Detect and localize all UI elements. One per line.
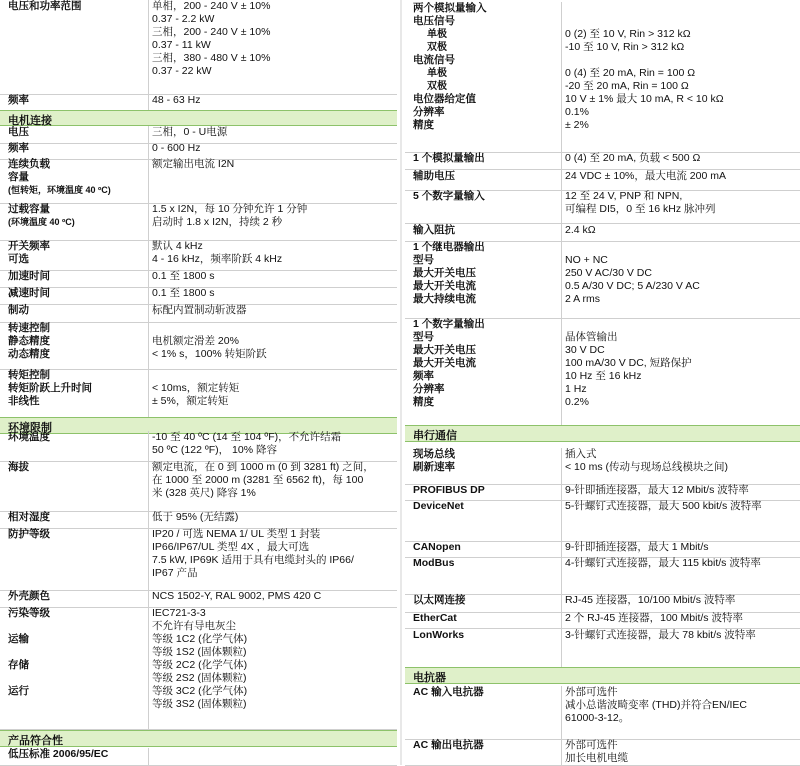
spec-label-line: (恒转矩，环境温度 40 ºC) — [8, 185, 111, 195]
spec-value-line: 额定电流，在 0 到 1000 m (0 到 3281 ft) 之间， — [152, 461, 374, 473]
spec-value-line: 48 - 63 Hz — [152, 94, 201, 106]
spec-value-line — [565, 15, 796, 28]
spec-value-line: 不允许有导电灰尘 — [152, 620, 236, 632]
spec-value-line: < 10ms，额定转矩 — [152, 382, 240, 394]
spec-value-line: 5-针螺钉式连接器，最大 500 kbit/s 波特率 — [565, 500, 762, 512]
spec-row — [405, 557, 800, 595]
spec-label-line: 海拔 — [8, 461, 29, 473]
spec-row — [0, 528, 397, 591]
spec-label — [8, 270, 148, 283]
spec-value-line: 减小总谐波畸变率 (THD)并符合EN/IEC — [565, 699, 747, 711]
spec-label-line: 双极 — [427, 81, 447, 92]
spec-label — [8, 304, 148, 317]
spec-value-line: 2 A rms — [565, 293, 601, 305]
spec-label-line: 最大开关电压 — [413, 267, 476, 279]
spec-value — [565, 318, 796, 409]
spec-label-line: 转速控制 — [8, 322, 50, 334]
spec-value — [565, 686, 796, 725]
spec-value-line: 24 VDC ± 10%，最大电流 200 mA — [565, 170, 726, 182]
spec-row — [405, 612, 800, 629]
spec-value-line: 2 个 RJ-45 连接器，100 Mbit/s 波特率 — [565, 612, 743, 624]
spec-label-line: 容量 — [8, 171, 29, 183]
row-divider — [148, 142, 149, 159]
spec-value-line: 加长电机电缆 — [565, 752, 628, 764]
spec-value-line: IP20 / 可选 NEMA 1/ UL 类型 1 封装 — [152, 528, 321, 540]
spec-value-line: 0.5 A/30 V DC; 5 A/230 V AC — [565, 280, 700, 292]
spec-value-line: RJ-45 连接器，10/100 Mbit/s 波特率 — [565, 594, 736, 606]
spec-label — [8, 322, 148, 361]
spec-value-line: 外部可选件 — [565, 739, 618, 751]
spec-label-line: ModBus — [413, 557, 455, 569]
spec-row — [405, 594, 800, 613]
section-header — [405, 667, 800, 684]
spec-label-line: (环境温度 40 ºC) — [8, 217, 75, 227]
spec-label — [8, 607, 148, 698]
spec-value-line: 三相，0 - U电源 — [152, 126, 228, 138]
spec-value-line: 等级 1C2 (化学气体) — [152, 633, 248, 645]
spec-value — [565, 739, 796, 765]
spec-row — [405, 241, 800, 319]
spec-value — [565, 629, 796, 642]
spec-label-line: LonWorks — [413, 629, 465, 641]
spec-row — [405, 152, 800, 170]
spec-value-line: 0 (2) 至 10 V, Rin > 312 kΩ — [565, 28, 691, 40]
spec-value-line: IEC721-3-3 — [152, 607, 206, 619]
spec-label-line: 1 个数字量输出 — [413, 318, 485, 330]
spec-value — [152, 287, 393, 300]
spec-label-line: 减速时间 — [8, 287, 50, 299]
spec-row — [0, 431, 397, 462]
spec-label-line: 电压 — [8, 126, 29, 138]
spec-row — [0, 607, 397, 730]
spec-value — [565, 190, 796, 216]
spec-value-line: 10 Hz 至 16 kHz — [565, 370, 642, 382]
spec-value-line: 0 (4) 至 20 mA, 负载 < 500 Ω — [565, 152, 701, 164]
spec-row — [0, 461, 397, 512]
spec-value-line: 标配内置制动斩波器 — [152, 304, 247, 316]
spec-label-line: 连续负载 — [8, 158, 50, 170]
spec-label-line: 相对湿度 — [8, 511, 50, 523]
spec-value-line: 米 (328 英尺) 降容 1% — [152, 487, 256, 499]
spec-value-line — [152, 369, 393, 382]
spec-label-line: 过载容量 — [8, 203, 50, 215]
spec-row — [0, 590, 397, 608]
spec-label-line: 电压信号 — [413, 15, 455, 27]
spec-value-line: 0.1% — [565, 106, 589, 118]
spec-value-line: 启动时 1.8 x I2N，持续 2 秒 — [152, 216, 283, 228]
spec-value-line: -10 至 40 ºC (14 至 104 ºF)，不允许结霜 — [152, 431, 342, 443]
spec-value — [565, 241, 796, 306]
spec-label — [8, 0, 148, 13]
spec-value-line: 插入式 — [565, 448, 597, 460]
row-divider — [148, 607, 149, 729]
spec-row — [405, 686, 800, 740]
spec-label — [413, 686, 563, 699]
spec-value — [565, 612, 796, 625]
spec-label-line: 静态精度 — [8, 335, 50, 347]
spec-value-line: 30 V DC — [565, 344, 605, 356]
spec-label-line: 加速时间 — [8, 270, 50, 282]
spec-label-line: 频率 — [8, 142, 29, 154]
spec-value-line: 等级 3S2 (固体颗粒) — [152, 698, 247, 710]
spec-value — [152, 511, 393, 524]
spec-label — [8, 369, 148, 408]
spec-row — [0, 0, 397, 95]
spec-label-line: 运输 — [8, 633, 29, 645]
spec-value-line: 电机额定滑差 20% — [152, 335, 239, 347]
row-divider — [148, 158, 149, 203]
row-divider — [148, 322, 149, 369]
spec-value-line: 可编程 DI5，0 至 16 kHz 脉冲列 — [565, 203, 716, 215]
spec-label — [8, 158, 148, 197]
row-divider — [148, 461, 149, 511]
spec-label-line: 以太网连接 — [413, 594, 466, 606]
spec-value-line: 等级 2S2 (固体颗粒) — [152, 672, 247, 684]
spec-label-line: 两个模拟量输入 — [413, 2, 487, 14]
spec-value-line: 10 V ± 1% 最大 10 mA, R < 10 kΩ — [565, 93, 724, 105]
spec-label-line: 最大开关电压 — [413, 344, 476, 356]
spec-label — [8, 590, 148, 603]
row-divider — [148, 126, 149, 143]
spec-value-line: 3-针螺钉式连接器，最大 78 kbit/s 波特率 — [565, 629, 756, 641]
spec-label-line: 最大开关电流 — [413, 357, 476, 369]
spec-label-line: 刷新速率 — [413, 461, 455, 473]
spec-row — [405, 224, 800, 242]
spec-label — [413, 190, 563, 203]
spec-value-line: IP66/IP67/UL 类型 4X ，最大可选 — [152, 541, 310, 553]
spec-label — [413, 318, 563, 409]
spec-value-line: 250 V AC/30 V DC — [565, 267, 652, 279]
spec-row — [405, 484, 800, 501]
spec-label-line: 存储 — [8, 659, 29, 671]
spec-value-line: 等级 2C2 (化学气体) — [152, 659, 248, 671]
spec-label — [413, 241, 563, 306]
section-header — [0, 110, 397, 126]
spec-label — [8, 287, 148, 300]
spec-value-line: 9-针即插连接器，最大 1 Mbit/s — [565, 541, 709, 553]
row-divider — [148, 748, 149, 765]
spec-label-line: 污染等级 — [8, 607, 50, 619]
spec-value-line: 三相，200 - 240 V ± 10% — [152, 26, 271, 38]
spec-label-line: PROFIBUS DP — [413, 484, 485, 496]
section-title: 环境限制 — [8, 422, 52, 434]
spec-label — [413, 2, 563, 132]
row-divider — [148, 94, 149, 111]
spec-label — [413, 224, 563, 237]
spec-value-line: < 10 ms (传动与现场总线模块之间) — [565, 461, 729, 473]
spec-value — [152, 431, 393, 457]
spec-label-line: 1 个继电器输出 — [413, 241, 485, 253]
spec-value — [565, 2, 796, 132]
spec-label-line: 转矩阶跃上升时间 — [8, 382, 92, 394]
spec-label-line — [8, 672, 148, 685]
spec-value-line — [565, 2, 796, 15]
spec-label — [8, 748, 148, 761]
spec-label-line: 可选 — [8, 253, 29, 265]
spec-label — [413, 152, 563, 165]
row-divider — [148, 431, 149, 461]
spec-label — [413, 739, 563, 752]
spec-value — [565, 594, 796, 607]
row-divider — [148, 304, 149, 322]
spec-value-line: 等级 1S2 (固体颗粒) — [152, 646, 247, 658]
spec-value — [565, 541, 796, 554]
spec-value-line — [565, 54, 796, 67]
spec-value-line: -10 至 10 V, Rin > 312 kΩ — [565, 41, 685, 53]
spec-value — [565, 448, 796, 474]
spec-label-line: 单极 — [427, 68, 447, 79]
spec-label-line: 动态精度 — [8, 348, 50, 360]
spec-value — [152, 322, 393, 361]
row-divider — [148, 287, 149, 304]
spec-label-line — [8, 620, 148, 633]
spec-label-line: AC 输入电抗器 — [413, 686, 484, 698]
spec-value-line: 外部可选件 — [565, 686, 618, 698]
spec-value-line: 默认 4 kHz — [152, 240, 203, 252]
spec-value-line: IP67 产品 — [152, 567, 198, 579]
spec-label-line: 电压和功率范围 — [8, 0, 82, 12]
spec-label-line: 环境温度 — [8, 431, 50, 443]
spec-label-line: DeviceNet — [413, 500, 464, 512]
spec-value-line: 100 mA/30 V DC, 短路保护 — [565, 357, 692, 369]
spec-label-line: 外壳颜色 — [8, 590, 50, 602]
spec-value — [152, 607, 393, 711]
spec-value — [152, 158, 393, 171]
column-divider — [400, 0, 402, 765]
spec-label-line: 型号 — [413, 331, 434, 343]
spec-label — [413, 500, 563, 513]
row-divider — [148, 369, 149, 417]
row-divider — [148, 270, 149, 287]
spec-label — [8, 511, 148, 524]
spec-row — [405, 629, 800, 668]
spec-value-line: 0.37 - 2.2 kW — [152, 13, 215, 25]
spec-label-line: 制动 — [8, 304, 29, 316]
spec-value — [152, 240, 393, 266]
spec-row — [0, 270, 397, 288]
spec-value-line: 0.37 - 22 kW — [152, 65, 212, 77]
spec-value-line: 4 - 16 kHz，频率阶跃 4 kHz — [152, 253, 283, 265]
spec-row — [405, 190, 800, 224]
spec-value — [565, 500, 796, 513]
spec-label — [8, 431, 148, 444]
row-divider — [148, 528, 149, 590]
spec-value-line: NCS 1502-Y, RAL 9002, PMS 420 C — [152, 590, 322, 602]
spec-label-line: 低压标准 2006/95/EC — [8, 748, 109, 760]
spec-label — [413, 594, 563, 607]
spec-value-line: 9-针即插连接器，最大 12 Mbit/s 波特率 — [565, 484, 749, 496]
spec-label — [8, 240, 148, 266]
spec-label-line — [8, 646, 148, 659]
spec-value — [152, 528, 393, 580]
spec-value — [152, 590, 393, 603]
spec-label-line: 5 个数字量输入 — [413, 190, 485, 202]
spec-label-line: EtherCat — [413, 612, 457, 624]
spec-row — [0, 240, 397, 271]
spec-value-line: < 1% s，100% 转矩阶跃 — [152, 348, 267, 360]
spec-row — [0, 748, 397, 766]
spec-value-line — [152, 322, 393, 335]
spec-row — [0, 287, 397, 305]
spec-label — [8, 142, 148, 155]
spec-label-line: 电流信号 — [413, 54, 455, 66]
spec-value — [152, 461, 393, 500]
spec-row — [0, 304, 397, 323]
spec-label-line: 非线性 — [8, 395, 40, 407]
spec-label — [413, 612, 563, 625]
spec-value — [152, 142, 393, 155]
spec-label — [413, 629, 563, 642]
spec-value-line — [565, 241, 796, 254]
section-title: 电机连接 — [8, 115, 52, 127]
spec-value-line: 0.2% — [565, 396, 589, 408]
row-divider — [148, 203, 149, 240]
section-title: 产品符合性 — [8, 735, 63, 747]
row-divider — [148, 511, 149, 528]
spec-value-line: 1.5 x I2N，每 10 分钟允许 1 分钟 — [152, 203, 308, 215]
spec-label-line: 运行 — [8, 685, 29, 697]
row-divider — [148, 0, 149, 94]
spec-row — [0, 511, 397, 529]
spec-row — [405, 170, 800, 191]
row-divider — [148, 240, 149, 270]
spec-label-line: 频率 — [413, 370, 434, 382]
spec-row — [405, 500, 800, 542]
spec-label-line: 型号 — [413, 254, 434, 266]
spec-label-line: 转矩控制 — [8, 369, 50, 381]
spec-value-line: 0.1 至 1800 s — [152, 270, 215, 282]
spec-value-line: 2.4 kΩ — [565, 224, 596, 236]
section-title: 电抗器 — [413, 672, 446, 684]
spec-value-line: 0 - 600 Hz — [152, 142, 201, 154]
spec-value-line: 50 ºC (122 ºF)， 10% 降容 — [152, 444, 277, 456]
spec-value-line: ± 5%，额定转矩 — [152, 395, 229, 407]
row-divider — [148, 590, 149, 607]
spec-row — [0, 322, 397, 370]
spec-value-line: 0.1 至 1800 s — [152, 287, 215, 299]
spec-label — [8, 461, 148, 474]
spec-label-line: 1 个模拟量输出 — [413, 152, 485, 164]
spec-label — [413, 170, 563, 183]
spec-label-line: 最大开关电流 — [413, 280, 476, 292]
spec-value-line: 1 Hz — [565, 383, 587, 395]
spec-label — [8, 94, 148, 107]
spec-row — [0, 203, 397, 241]
section-header — [405, 425, 800, 442]
spec-value-line: 4-针螺钉式连接器，最大 115 kbit/s 波特率 — [565, 557, 761, 569]
spec-label-line: 输入阻抗 — [413, 224, 455, 236]
spec-value-line: 三相，380 - 480 V ± 10% — [152, 52, 271, 64]
spec-row — [405, 448, 800, 485]
spec-value-line: 61000-3-12。 — [565, 712, 630, 724]
spec-value-line: 低于 95% (无结露) — [152, 511, 239, 523]
spec-value — [152, 270, 393, 283]
spec-value-line: 0.37 - 11 kW — [152, 39, 211, 51]
spec-value-line: 7.5 kW, IP69K 适用于具有电缆封头的 IP66/ — [152, 554, 354, 566]
spec-label-line: 频率 — [8, 94, 29, 106]
spec-label-line: 电位器给定值 — [413, 93, 476, 105]
spec-value-line — [565, 318, 796, 331]
spec-label-line: AC 输出电抗器 — [413, 739, 484, 751]
spec-value — [152, 304, 393, 317]
spec-label-line: 辅助电压 — [413, 170, 455, 182]
spec-row — [405, 739, 800, 766]
spec-row — [405, 318, 800, 426]
spec-value — [565, 557, 796, 570]
spec-value — [565, 484, 796, 497]
spec-label-line: 精度 — [413, 396, 434, 408]
spec-label — [413, 484, 563, 497]
spec-label-line: 开关频率 — [8, 240, 50, 252]
spec-label-line: 分辨率 — [413, 106, 445, 118]
spec-value — [152, 126, 393, 139]
spec-row — [0, 369, 397, 418]
spec-label-line: 防护等级 — [8, 528, 50, 540]
spec-label-line: 双极 — [427, 42, 447, 53]
spec-label — [8, 528, 148, 541]
spec-row — [405, 2, 800, 153]
spec-label-line: 分辨率 — [413, 383, 445, 395]
spec-value — [152, 369, 393, 408]
spec-value-line: -20 至 20 mA, Rin = 100 Ω — [565, 80, 689, 92]
spec-row — [0, 158, 397, 204]
spec-value-line: 12 至 24 V, PNP 和 NPN, — [565, 190, 683, 202]
spec-label-line: 最大持续电流 — [413, 293, 476, 305]
spec-value-line: NO + NC — [565, 254, 608, 266]
spec-value-line: ± 2% — [565, 119, 589, 131]
spec-label — [413, 448, 563, 474]
spec-value-line: 0 (4) 至 20 mA, Rin = 100 Ω — [565, 67, 696, 79]
spec-value — [152, 0, 393, 78]
spec-label-line: 单极 — [427, 29, 447, 40]
spec-value-line: 晶体管输出 — [565, 331, 618, 343]
spec-value-line: 单相，200 - 240 V ± 10% — [152, 0, 271, 12]
spec-value — [565, 224, 796, 237]
spec-row — [405, 541, 800, 558]
section-title: 串行通信 — [413, 430, 457, 442]
spec-value — [152, 203, 393, 229]
section-header — [0, 730, 397, 747]
spec-label — [8, 126, 148, 139]
spec-label-line: 精度 — [413, 119, 434, 131]
spec-value-line: 在 1000 至 2000 m (3281 至 6562 ft)，每 100 — [152, 474, 364, 486]
spec-value — [565, 152, 796, 165]
spec-label-line: 现场总线 — [413, 448, 455, 460]
spec-label — [413, 557, 563, 570]
spec-value — [152, 94, 393, 107]
spec-value — [565, 170, 796, 183]
spec-label-line: CANopen — [413, 541, 461, 553]
spec-label — [413, 541, 563, 554]
spec-value-line: 额定输出电流 I2N — [152, 158, 235, 170]
spec-value-line: 等级 3C2 (化学气体) — [152, 685, 248, 697]
spec-label — [8, 203, 148, 229]
